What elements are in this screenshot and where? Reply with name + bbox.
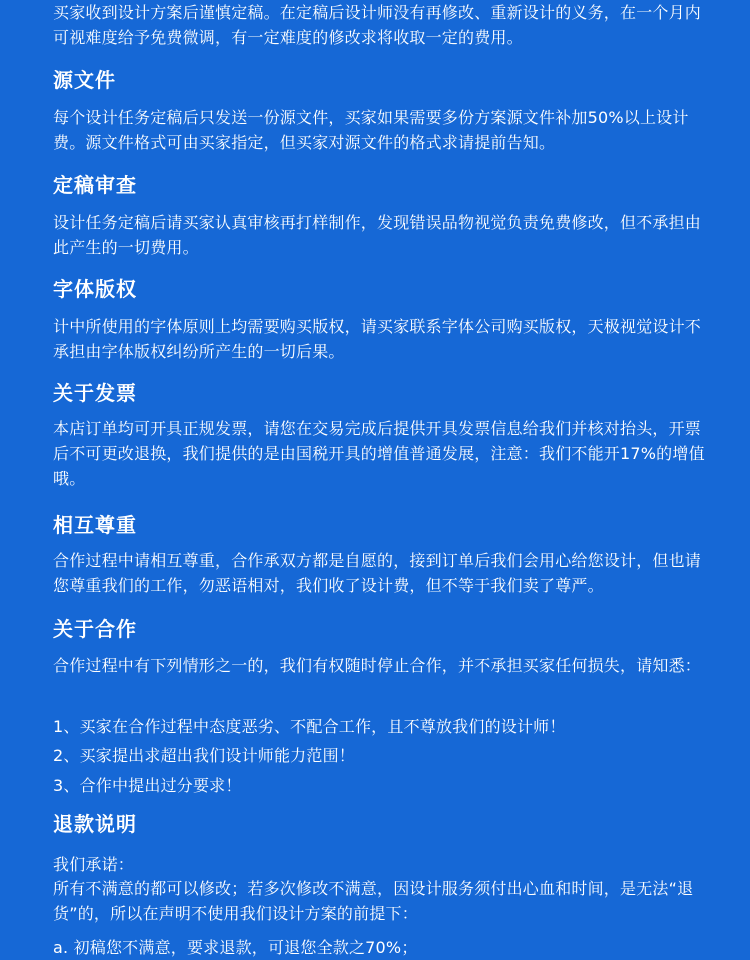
cooperation-text: 合作过程中有下列情形之一的，我们有权随时停止合作，并不承担买家任何损失，请知悉： xyxy=(53,656,702,675)
invoice-text: 本店订单均可开具正规发票，请您在交易完成后提供开具发票信息给我们并核对抬头，开票后不可更改退换，我们提供的是由国税开具的增值普通发展，注意：我们不能开17%的增值哦。 xyxy=(53,419,705,488)
refund-section xyxy=(53,876,713,926)
respect-section xyxy=(53,548,713,598)
invoice-section xyxy=(53,416,713,491)
final-review-heading: 定稿审查 xyxy=(53,173,137,197)
respect-text: 合作过程中请相互尊重，合作承双方都是自愿的，接到订单后我们会用心给您设计，但也请您尊重我们的工作，勿恶语相对，我们收了设计费，但不等于我们卖了尊严。 xyxy=(53,551,702,595)
cooperation-section xyxy=(53,653,713,678)
final-review-text: 设计任务定稿后请买家认真审核再打样制作，发现错误品物视觉负责免费修改，但不承担由此产生的一切费用。 xyxy=(53,213,702,257)
cooperation-item: 2、买家提出求超出我们设计师能力范围！ xyxy=(53,746,355,765)
source-files-text: 每个设计任务定稿后只发送一份源文件，买家如果需要多份方案源文件补加50%以上设计费。源文件格式可由买家指定，但买家对源文件的格式求请提前告知。 xyxy=(53,108,689,152)
invoice-heading: 关于发票 xyxy=(53,381,137,405)
cooperation-item: 1、买家在合作过程中态度恶劣、不配合工作，且不尊放我们的设计师！ xyxy=(53,717,566,736)
font-copyright-section xyxy=(53,314,713,364)
font-copyright-heading: 字体版权 xyxy=(53,277,137,301)
intro-section xyxy=(53,0,713,50)
cooperation-item: 3、合作中提出过分要求！ xyxy=(53,776,242,795)
refund-text: 所有不满意的都可以修改；若多次修改不满意，因设计服务须付出心血和时间，是无法“退货”的，所以在声明不使用我们设计方案的前提下： xyxy=(53,879,694,923)
respect-heading: 相互尊重 xyxy=(53,513,137,537)
refund-heading: 退款说明 xyxy=(53,812,137,836)
final-review-section xyxy=(53,210,713,260)
font-copyright-text: 计中所使用的字体原则上均需要购买版权，请买家联系字体公司购买版权，天极视觉设计不承担由字体版权纠纷所产生的一切后果。 xyxy=(53,317,702,361)
source-files-section xyxy=(53,105,713,155)
cooperation-heading: 关于合作 xyxy=(53,617,137,641)
refund-item: a. 初稿您不满意，要求退款，可退您全款之70%； xyxy=(53,938,418,957)
source-files-heading: 源文件 xyxy=(53,68,116,92)
refund-promise: 我们承诺： xyxy=(53,855,135,874)
intro-text: 买家收到设计方案后谨慎定稿。在定稿后设计师没有再修改、重新设计的义务，在一个月内可视难度给予免费微调，有一定难度的修改求将收取一定的费用。 xyxy=(53,3,702,47)
